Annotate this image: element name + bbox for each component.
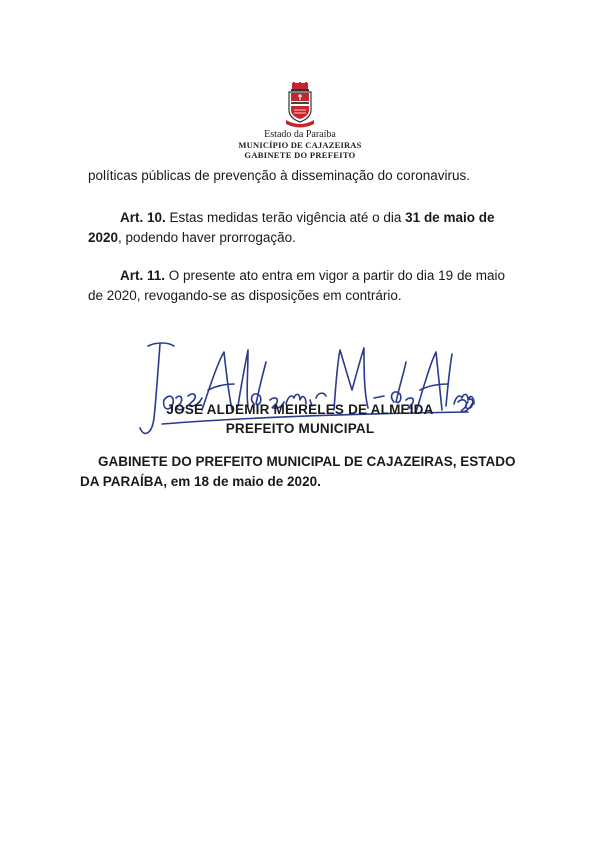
- coat-of-arms-icon: [285, 82, 315, 128]
- article-10-label: Art. 10.: [120, 210, 166, 225]
- signer-name: JOSÉ ALDEMIR MEIRELES DE ALMEIDA: [166, 402, 434, 417]
- article-11-label: Art. 11.: [120, 268, 166, 283]
- article-11-text: O presente ato entra em vigor a partir do dia 19 de maio de 2020, revogando-se as disposições em contrário.: [88, 268, 505, 303]
- article-10-text: Estas medidas terão vigência até o dia: [165, 210, 406, 225]
- signer-title: PREFEITO MUNICIPAL: [225, 421, 375, 436]
- continuation-paragraph: [88, 166, 518, 186]
- article-10-date: 31 de maio de 2020: [88, 210, 495, 245]
- closing-paragraph: GABINETE DO PREFEITO MUNICIPAL DE CAJAZEIRAS, ESTADO DA PARAÍBA, em 18 de maio de 2020.: [80, 454, 516, 489]
- continuation-text: políticas públicas de prevenção à disseminação do coronavirus.: [88, 168, 470, 183]
- article-10: [88, 208, 518, 248]
- letterhead: [0, 82, 600, 160]
- office-name: GABINETE DO PREFEITO: [244, 150, 356, 160]
- article-10-text-2: , podendo haver prorrogação.: [118, 230, 296, 245]
- municipality-name: MUNICÍPIO DE CAJAZEIRAS: [238, 140, 362, 150]
- article-11: [88, 266, 518, 306]
- state-name: Estado da Paraíba: [264, 129, 336, 140]
